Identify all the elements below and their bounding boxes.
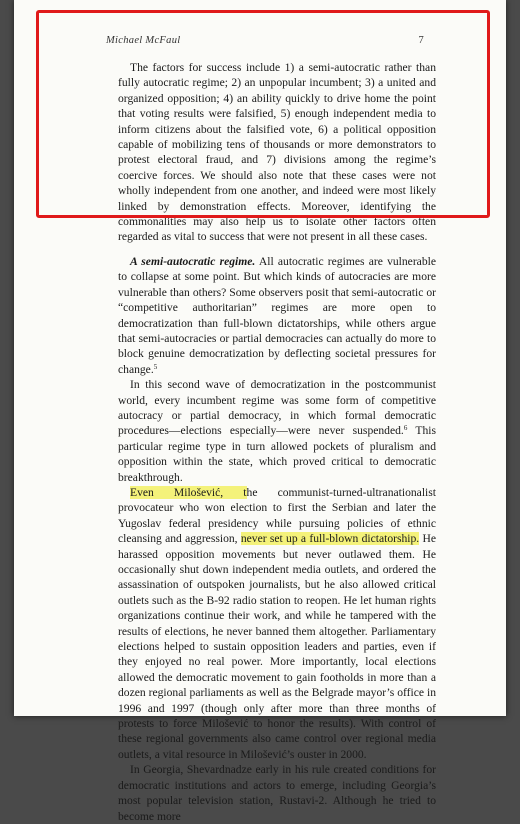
paragraph-factors: The factors for success include 1) a semi-autocratic rather than fully autocratic regime; 2) an unpopular incumbent; 3) a united and organized opposition; 4) an ability quickly to drive home the point that voting results were falsified, 5) enough independent media to inform citizens about the falsified vote, 6) a political opposition capable of mobilizing tens of thousands or more demonstrators to protest electoral fraud, and 7) divisions among the regime’s coercive forces. We should also note that these cases were not wholly independent from one another, and indeed were most likely linked by demonstration effects. Moreover, identifying the commonalities may also help us to isolate other factors often regarded as vital to success that were not present in all these cases.	[118, 61, 436, 244]
footnote-ref: 5	[153, 362, 158, 371]
annotation-box	[36, 10, 490, 218]
paragraph-second-wave: In this second wave of democratization in the postcommunist world, every incumbent regime was some form of competitive autocracy or partial democracy, in which formal democratic procedures—elections especially—were never suspended.$^6$ This particular regime type in turn allowed pockets of pluralism and opposition within the state, which proved critical to democratic breakthrough.	[118, 378, 436, 484]
running-head-author: Michael McFaul	[106, 35, 181, 46]
paragraph-georgia: In Georgia, Shevardnadze early in his rule created conditions for democratic institutions and actors to emerge, including Georgia’s most popular television station, Rustavi-2. Although he tried to become more	[118, 763, 436, 823]
page-number: 7	[418, 35, 424, 46]
paragraph-semi-autocratic: A semi-autocratic regime. All autocratic regimes are vulnerable to collapse at some point. But which kinds of autocracies are more vulnerable than others? Some observers posit that semi-autocratic or “competitive authoritarian” regimes are more open to democratization than full-blown dictatorships, while others argue that semi-autocracies or partial democracies can actually do more to block genuine democratization by deflecting societal pressures for change.$^5$	[118, 254, 436, 376]
section-lead: A semi-autocratic regime.	[130, 254, 256, 268]
highlight-even-milosevic: Even Milošević, t	[130, 485, 247, 499]
paragraph-milosevic: Even Milošević, the communist-turned-ultranationalist provocateur who won election to first the Serbian and later the Yugoslav federal presidency while pursuing policies of ethnic cleansing and aggression, never set up a full-blown dictatorship. He harassed opposition movements but never outlawed them. He occasionally shut down independent media outlets, and ordered the assassination of outspoken journalists, but he also allowed critical outlets such as the B-92 radio station to reopen. He let human rights organizations continue their work, and while he tampered with the results of elections, he never banned them altogether. Parliamentary elections helped to sustain opposition leaders and parties, even if they enjoyed no real power. More importantly, local elections allowed the democratic movement to gain footholds in more than a dozen regional parliaments as well as the Belgrade mayor’s office in 1996 and 1997 (though only after more than three months of protests to force Milošević to honor the results). With control of these regional governments also came control over regional media outlets, a vital resource in Milošević’s ouster in 2000.	[118, 485, 437, 761]
footnote-ref: 6	[403, 424, 408, 433]
document-page	[14, 0, 506, 823]
highlight-never-dictatorship: never set up a full-blown dictatorship.	[240, 532, 420, 546]
